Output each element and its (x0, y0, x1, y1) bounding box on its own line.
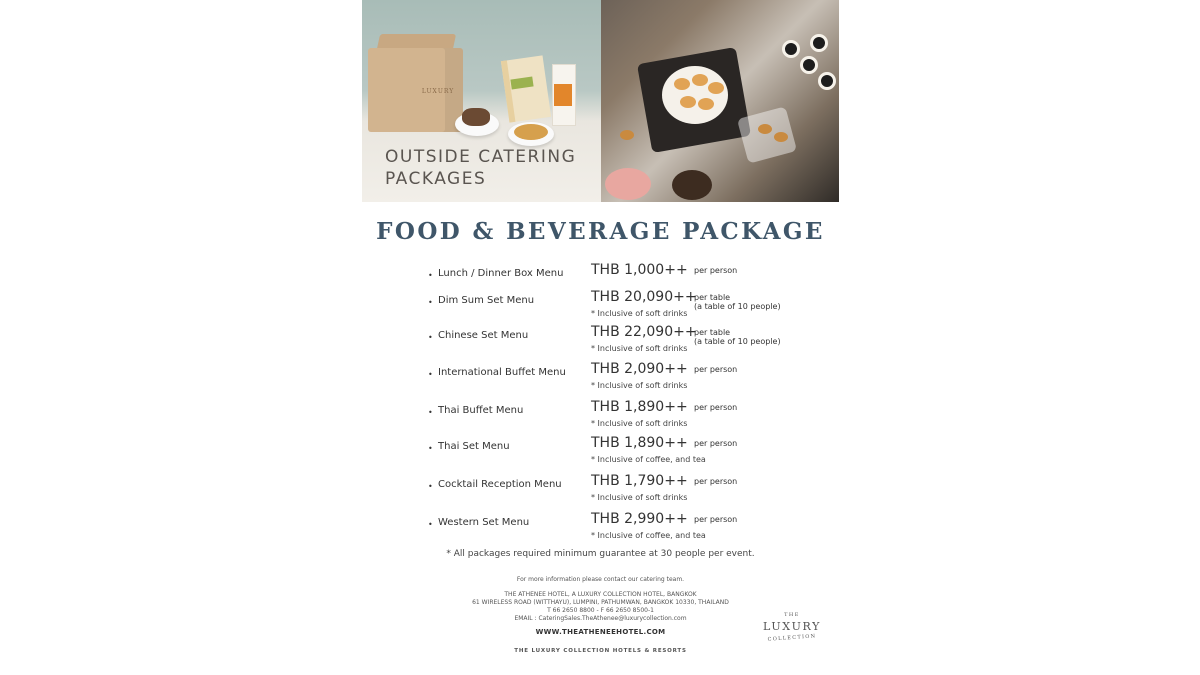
menu-item-price: THB 1,790++ (591, 473, 688, 489)
menu-item-note: * Inclusive of soft drinks (591, 493, 688, 502)
cake (462, 108, 490, 126)
menu-item-price: THB 20,090++ (591, 289, 697, 305)
menu-item-name: Thai Set Menu (438, 441, 510, 452)
tart (758, 124, 772, 134)
bullet-icon: • (428, 482, 433, 491)
bullet-icon: • (428, 271, 433, 280)
menu-item-unit (694, 293, 781, 311)
menu-item-unit (694, 439, 737, 448)
menu-item-name: International Buffet Menu (438, 367, 566, 378)
logo-luxury: LUXURY (763, 620, 821, 633)
luxury-collection-logo (752, 612, 832, 641)
pancake (692, 74, 708, 86)
sandwich (501, 55, 551, 122)
phone-line: T 66 2650 8800 - F 66 2650 8500-1 (547, 607, 654, 614)
menu-item-note: * Inclusive of soft drinks (591, 309, 688, 318)
pancake (698, 98, 714, 110)
menu-item-name: Cocktail Reception Menu (438, 479, 562, 490)
pink-dish (605, 168, 651, 200)
unit-detail: (a table of 10 people) (694, 302, 781, 311)
sushi-roll (818, 72, 836, 90)
bullet-icon: • (428, 520, 433, 529)
tart (620, 130, 634, 140)
menu-item-price: THB 2,090++ (591, 361, 688, 377)
hero-title-line1: OUTSIDE CATERING (385, 147, 577, 167)
unit-label: per person (694, 477, 738, 486)
flyer (362, 0, 839, 675)
menu-item-price: THB 22,090++ (591, 324, 697, 340)
unit-label: per person (694, 365, 738, 374)
pancake (708, 82, 724, 94)
hero-title (385, 146, 576, 190)
unit-label: per person (694, 403, 738, 412)
pancake (680, 96, 696, 108)
bullet-icon: • (428, 370, 433, 379)
bullet-icon: • (428, 408, 433, 417)
bullet-icon: • (428, 333, 433, 342)
menu-item-name: Dim Sum Set Menu (438, 295, 535, 306)
menu-item-unit (694, 365, 737, 374)
menu-item-name: Western Set Menu (438, 517, 530, 528)
address-line: 61 WIRELESS ROAD (WITTHAYU), LUMPINI, PATHUMWAN, BANGKOK 10330, THAILAND (472, 599, 729, 606)
dessert-bowl (672, 170, 712, 200)
unit-label: per table (694, 293, 731, 302)
page-title: FOOD & BEVERAGE PACKAGE (376, 218, 825, 245)
box-lunch-photo (362, 0, 601, 202)
hero-banner (362, 0, 839, 202)
address-line: THE ATHENEE HOTEL, A LUXURY COLLECTION HOTEL, BANGKOK (504, 591, 697, 598)
menu-item-note: * Inclusive of coffee, and tea (591, 455, 706, 464)
pancake (674, 78, 690, 90)
menu-item-unit (694, 515, 737, 524)
menu-item-note: * Inclusive of soft drinks (591, 419, 688, 428)
logo-collection: COLLECTION (767, 633, 817, 643)
pastry (514, 124, 548, 140)
sushi-roll (810, 34, 828, 52)
menu-item-unit (694, 477, 737, 486)
menu-item-note: * Inclusive of soft drinks (591, 381, 688, 390)
unit-label: per person (694, 439, 738, 448)
juice-label (554, 84, 572, 106)
menu-item-price: THB 1,890++ (591, 399, 688, 415)
menu-item-name: Lunch / Dinner Box Menu (438, 268, 564, 279)
menu-item-price: THB 1,000++ (591, 262, 688, 278)
website-link[interactable]: WWW.THEATHENEEHOTEL.COM (535, 628, 666, 636)
menu-item-name: Chinese Set Menu (438, 330, 529, 341)
unit-label: per person (694, 515, 738, 524)
bullet-icon: • (428, 444, 433, 453)
contact-intro: For more information please contact our catering team. (516, 576, 685, 583)
bullet-icon: • (428, 298, 433, 307)
menu-item-unit (694, 266, 737, 275)
unit-detail: (a table of 10 people) (694, 337, 781, 346)
menu-item-unit (694, 328, 781, 346)
guarantee-note: * All packages required minimum guarantee at 30 people per event. (446, 549, 755, 559)
box-logo: LUXURY (421, 88, 455, 95)
menu-item-unit (694, 403, 737, 412)
unit-label: per person (694, 266, 738, 275)
email-line[interactable]: EMAIL : CateringSales.TheAthenee@luxurycollection.com (514, 615, 687, 622)
menu-item-name: Thai Buffet Menu (438, 405, 524, 416)
sushi-roll (800, 56, 818, 74)
brand-line: THE LUXURY COLLECTION HOTELS & RESORTS (514, 648, 687, 654)
menu-item-price: THB 2,990++ (591, 511, 688, 527)
logo-the: THE (784, 612, 800, 618)
unit-label: per table (694, 328, 731, 337)
menu-item-price: THB 1,890++ (591, 435, 688, 451)
sushi-roll (782, 40, 800, 58)
menu-item-note: * Inclusive of coffee, and tea (591, 531, 706, 540)
menu-item-note: * Inclusive of soft drinks (591, 344, 688, 353)
hero-title-line2: PACKAGES (385, 169, 487, 189)
tart (774, 132, 788, 142)
